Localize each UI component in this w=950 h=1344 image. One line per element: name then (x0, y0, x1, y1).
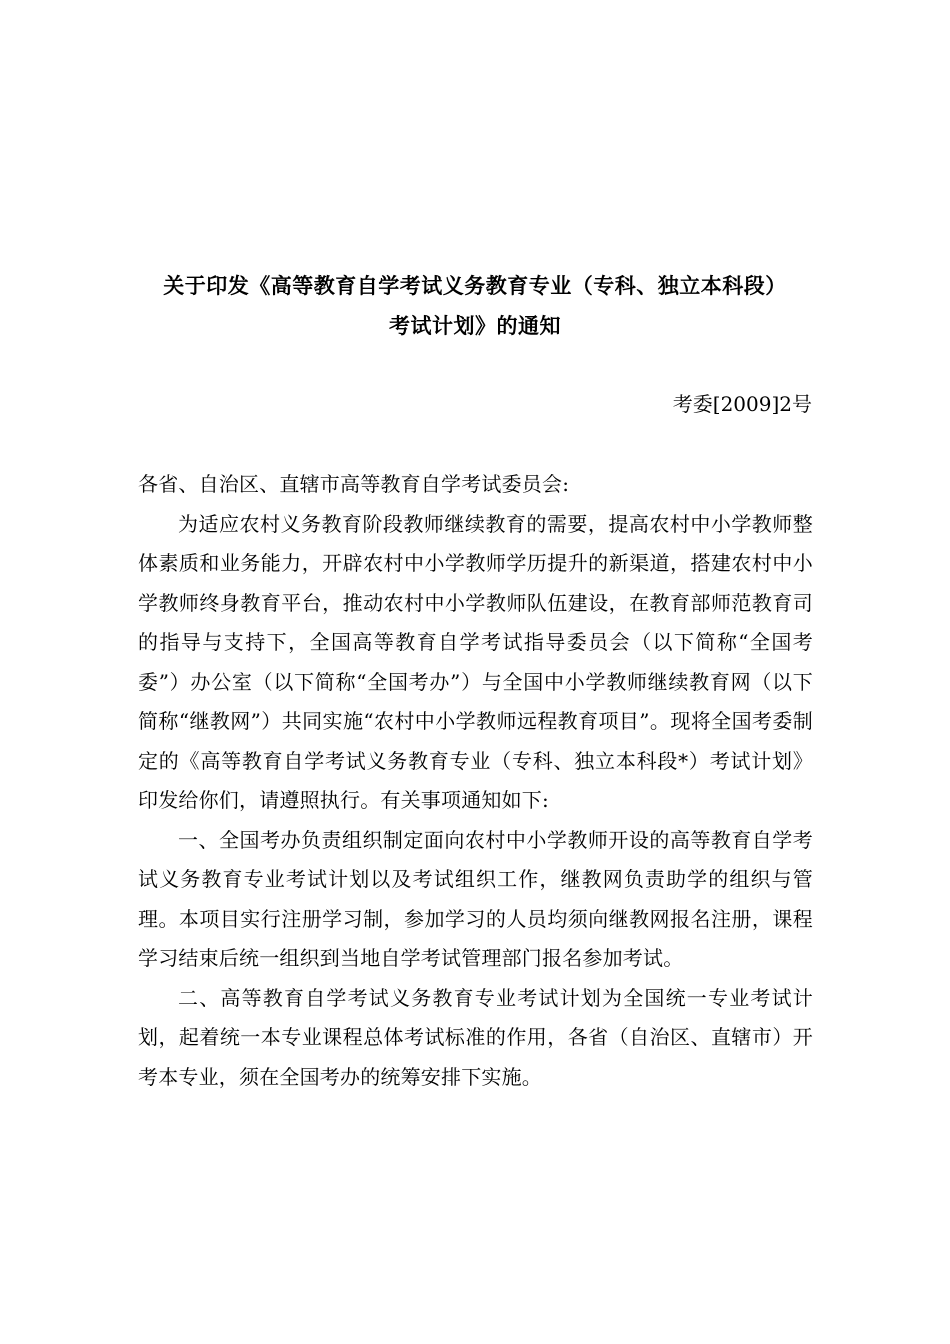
paragraph-item-1: 一、全国考办负责组织制定面向农村中小学教师开设的高等教育自学考试义务教育专业考试计划以及考试组织工作，继教网负责助学的组织与管理。本项目实行注册学习制，参加学习的人员均须向继教网报名注册，课程学习结束后统一组织到当地自学考试管理部门报名参加考试。 (138, 827, 813, 970)
document-title (130, 266, 820, 346)
title-line-2: 考试计划》的通知 (389, 314, 561, 338)
paragraph-item-2: 二、高等教育自学考试义务教育专业考试计划为全国统一专业考试计划，起着统一本专业课程总体考试标准的作用，各省（自治区、直辖市）开考本专业，须在全国考办的统筹安排下实施。 (138, 985, 813, 1089)
title-line-1: 关于印发《高等教育自学考试义务教育专业（专科、独立本科段） (163, 274, 787, 298)
paragraph-intro: 为适应农村义务教育阶段教师继续教育的需要，提高农村中小学教师整体素质和业务能力，开辟农村中小学教师学历提升的新渠道，搭建农村中小学教师终身教育平台，推动农村中小学教师队伍建设，在教育部师范教育司的指导与支持下，全国高等教育自学考试指导委员会（以下简称“全国考委”）办公室（以下简称“全国考办”）与全国中小学教师继续教育网（以下简称“继教网”）共同实施“农村中小学教师远程教育项目”。现将全国考委制定的《高等教育自学考试义务教育专业（专科、独立本科段*）考试计划》印发给你们，请遵照执行。有关事项通知如下: (138, 511, 813, 812)
document-number: 考委[2009]2号 (672, 392, 812, 416)
salutation: 各省、自治区、直辖市高等教育自学考试委员会: (138, 472, 570, 496)
document-body (138, 465, 813, 1097)
